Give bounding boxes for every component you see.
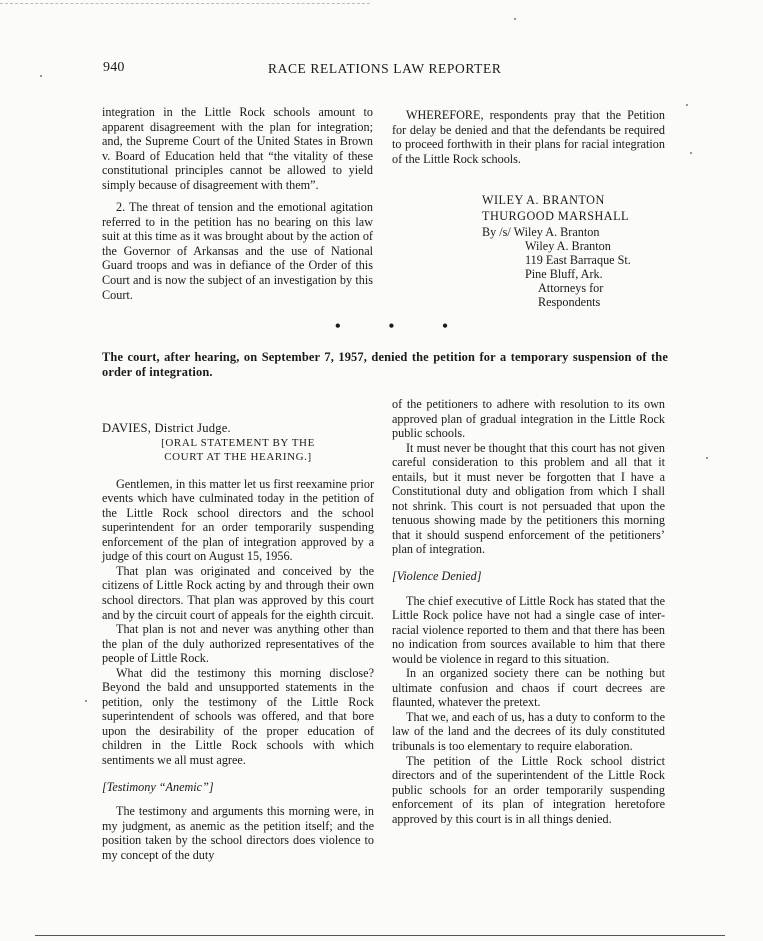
paragraph: It must never be thought that this court has not given careful consideration to this problem and all that it entails, but it must never be forgotten that I have a Constitutional duty and obligation from which I shall not shrink. This court is not persuaded that upon the tenuous showing made by the petitioners this morning that it should suspend enforcement of the petitioners’ plan of integration. [392, 440, 665, 557]
signature-role: Attorneys for [538, 281, 604, 295]
oral-statement-heading [102, 436, 374, 465]
paragraph: In an organized society there can be nothing but ultimate confusion and chaos if court decrees are flaunted, whatever the pretext. [392, 666, 665, 710]
paragraph: The testimony and arguments this morning were, in my judgment, as anemic as the petition itself; and the position taken by the school directors does violence to my concept of the duty [102, 804, 374, 862]
signature-name: THURGOOD MARSHALL [482, 209, 629, 223]
section-separator: • • • [335, 318, 470, 335]
scan-speck [85, 700, 87, 702]
scan-speck [690, 152, 692, 154]
heading-line: [ORAL STATEMENT BY THE [161, 436, 315, 449]
signature-line: Wiley A. Branton [525, 239, 611, 253]
paragraph: of the petitioners to adhere with resolution to its own approved plan of gradual integration in the Little Rock public schools. [392, 397, 665, 441]
subheading: [Violence Denied] [392, 569, 482, 584]
running-head: RACE RELATIONS LAW REPORTER [268, 61, 502, 76]
scan-speck [40, 75, 42, 77]
bottom-left-column [102, 421, 374, 862]
signature-line: By /s/ Wiley A. Branton [482, 225, 600, 239]
top-left-column [102, 105, 373, 302]
address-line: Pine Bluff, Ark. [525, 267, 603, 281]
heading-line: COURT AT THE HEARING.] [164, 451, 312, 464]
scan-speck [706, 457, 708, 459]
paragraph: What did the testimony this morning disclose? Beyond the bald and unsupported statements in the petition, only the testimony of the Little Rock superintendent of schools was offered, and that bore upon the desirability of the proper education of children in the Little Rock schools with which sentiments we all must agree. [102, 665, 374, 768]
address-line: 119 East Barraque St. [525, 253, 631, 267]
scan-top-edge [0, 3, 370, 4]
paragraph: 2. The threat of tension and the emotional agitation referred to in the petition has no bearing on this law suit at this time as it was brought about by the action of the Governor of Arkansas and the use of National Guard troops and was in defiance of the Order of this Court and is now the subject of an investigation by this Court. [102, 200, 373, 302]
signature-role: Respondents [538, 295, 601, 309]
paragraph: Gentlemen, in this matter let us first reexamine prior events which have culminated today in the petition of the Little Rock school directors and the school superintendent for an order temporarily suspending enforcement of the plan of integration approved by a judge of this court on August 15, 1956. [102, 476, 374, 564]
scan-speck [686, 104, 688, 106]
subheading: [Testimony “Anemic”] [102, 779, 214, 794]
paragraph: The petition of the Little Rock school district directors and of the superintendent of the Little Rock public schools for an order temporarily suspending enforcement of its plan of integration heretofore approved by this court is in all things denied. [392, 753, 665, 826]
signature-name: WILEY A. BRANTON [482, 193, 605, 207]
bottom-rule [35, 935, 725, 936]
paragraph: integration in the Little Rock schools amount to apparent disagreement with the plan for integration; and, the Supreme Court of the United States in Brown v. Board of Education held that “the vitality of these constitutional principles cannot be allowed to yield simply because of disagreement with them”. [102, 105, 373, 192]
paragraph: The chief executive of Little Rock has stated that the Little Rock police have not had a single case of inter-racial violence reported to them and that there has been no indication from sources available to him that there would be violence in regard to this situation. [392, 593, 665, 666]
scan-speck [514, 18, 516, 20]
prayer-paragraph: WHEREFORE, respondents pray that the Petition for delay be denied and that the defendants be required to proceed forthwith in their plans for racial integration of the Little Rock schools. [392, 108, 665, 166]
holding-summary: The court, after hearing, on September 7, 1957, denied the petition for a temporary suspension of the order of integration. [102, 350, 668, 379]
judge-name: DAVIES, District Judge. [102, 421, 231, 435]
paragraph: That plan is not and never was anything other than the plan of the duly authorized representatives of the people of Little Rock. [102, 622, 374, 666]
top-right-column [392, 108, 665, 166]
page-number: 940 [103, 60, 125, 75]
paragraph: That we, and each of us, has a duty to conform to the law of the land and the decrees of its duly constituted tribunals is too elementary to require elaboration. [392, 709, 665, 754]
bottom-right-column [392, 397, 665, 826]
paragraph: That plan was originated and conceived by the citizens of Little Rock acting by and through their own school directors. That plan was approved by this court and by the circuit court of appeals for the eighth circuit. [102, 563, 374, 622]
